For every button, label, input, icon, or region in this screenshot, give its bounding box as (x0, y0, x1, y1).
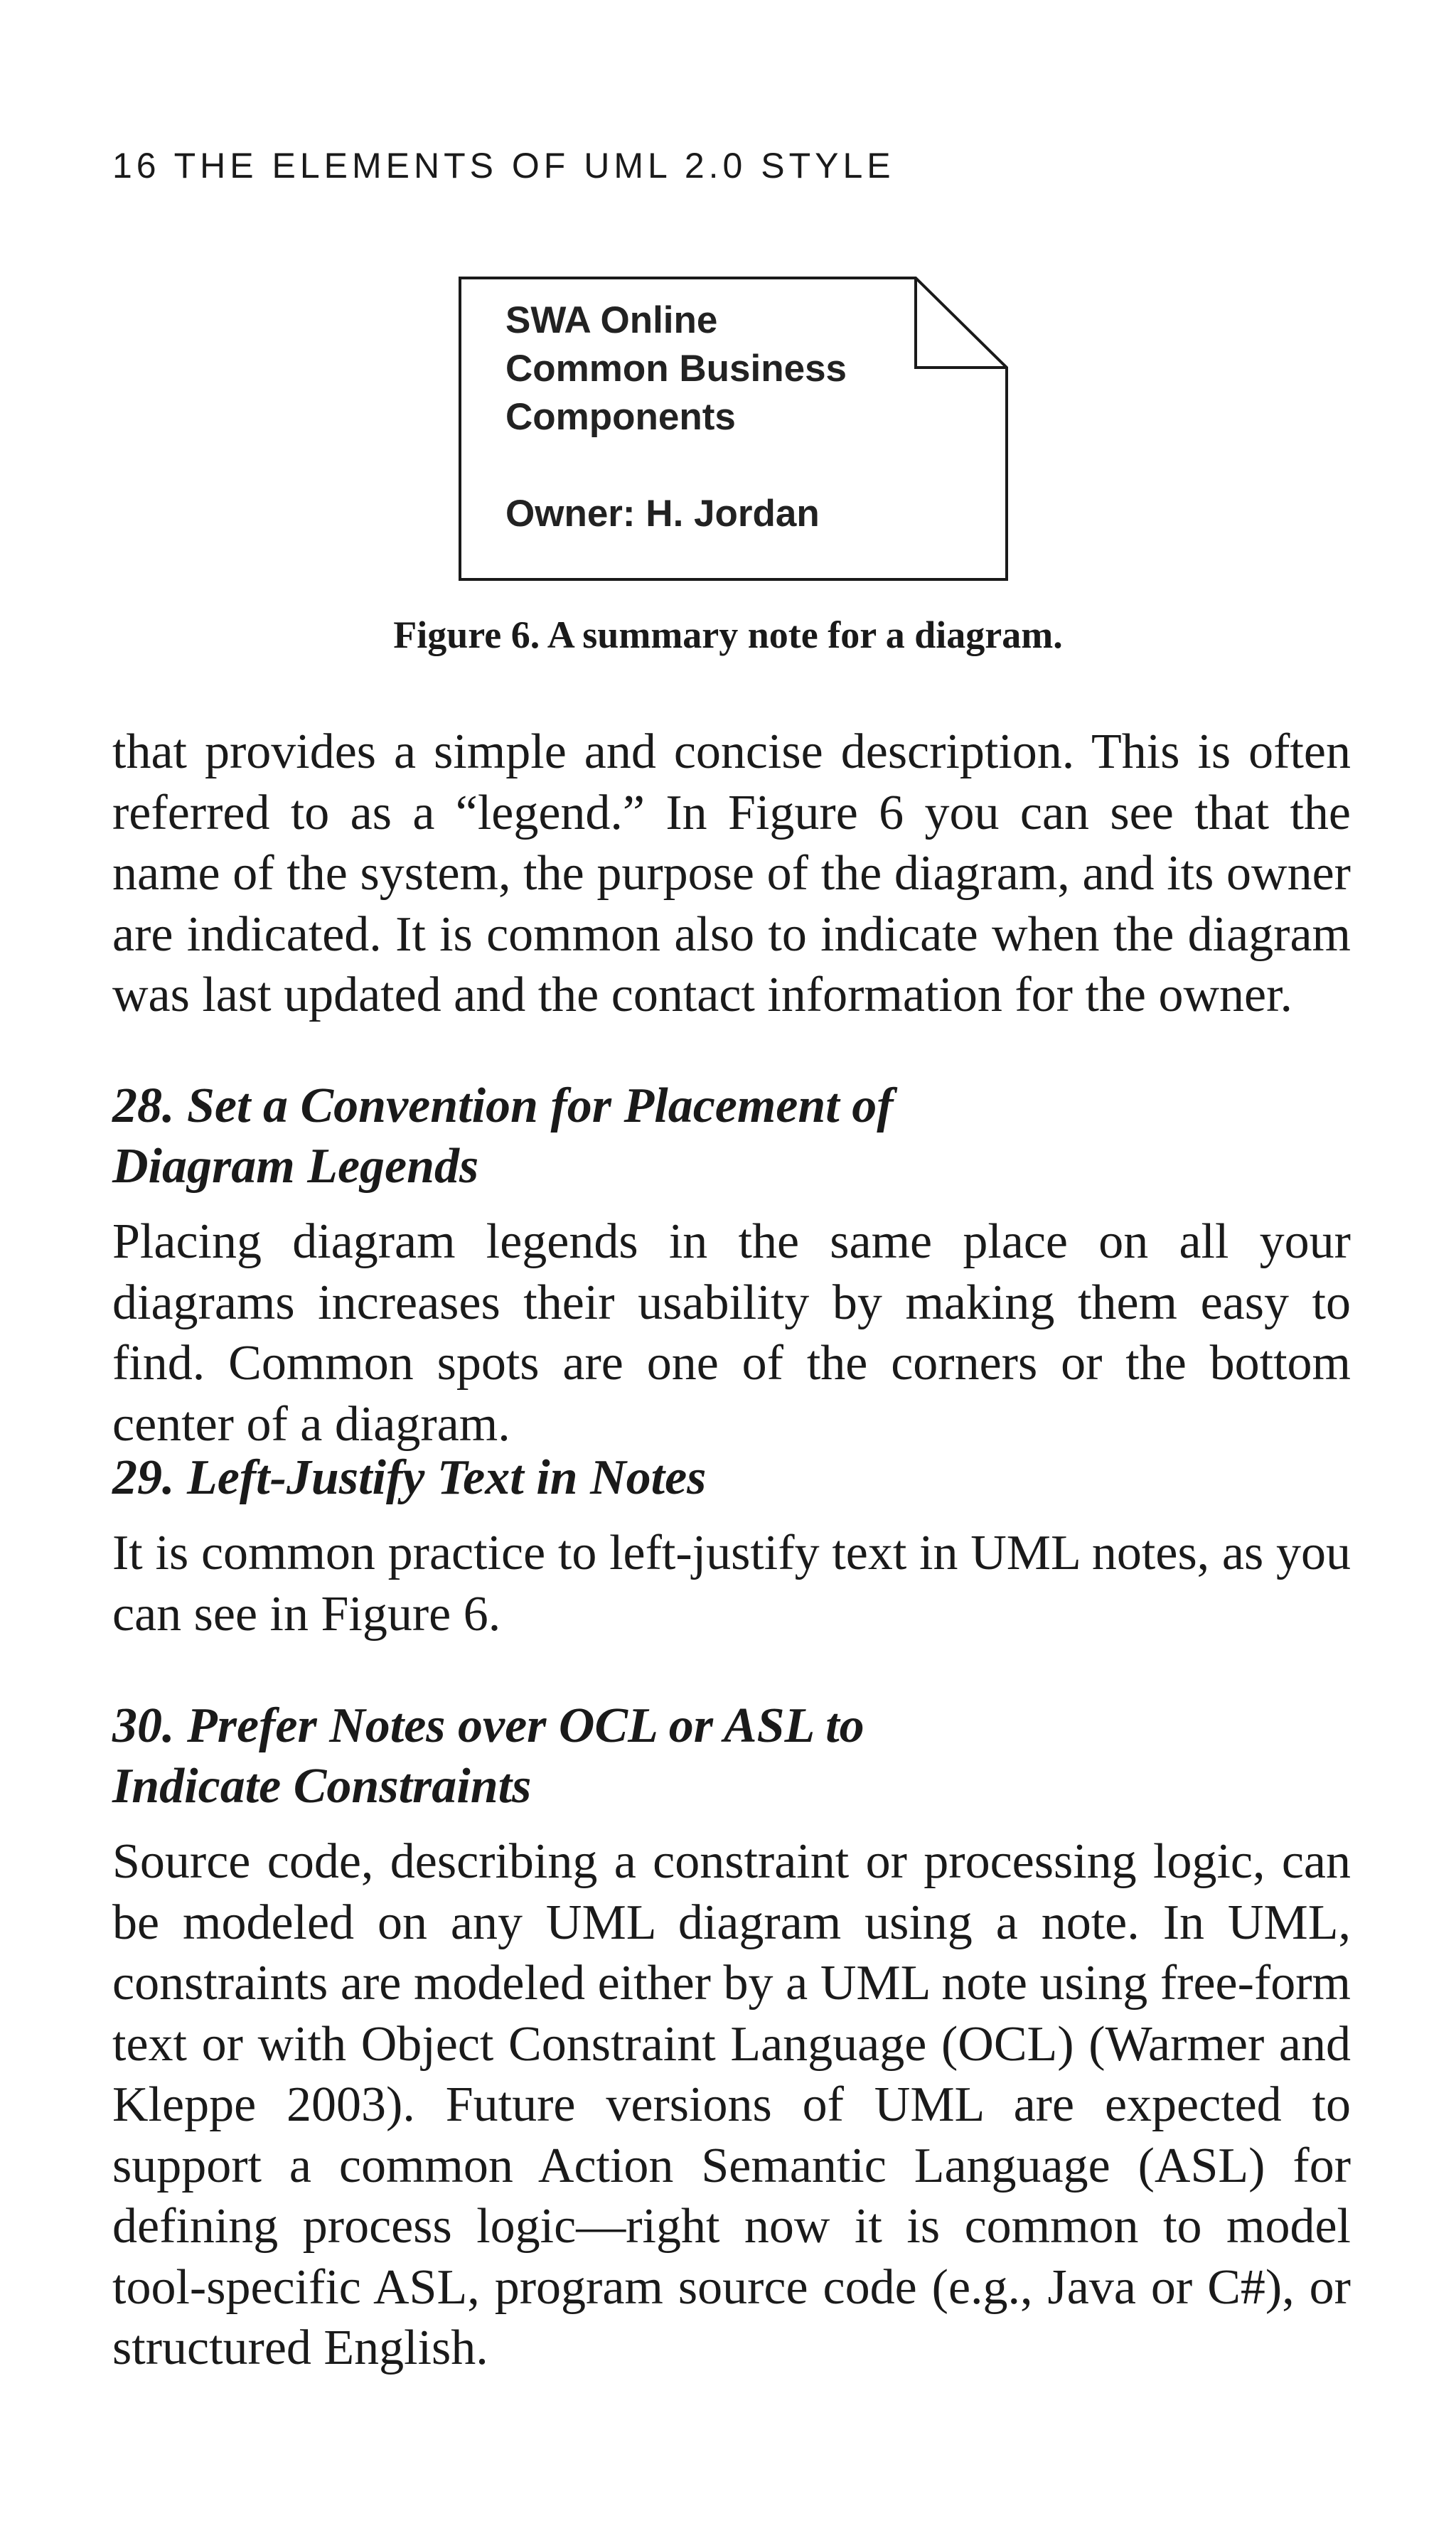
heading-line: 29. Left-Justify Text in Notes (112, 1450, 707, 1505)
note-line: Components (505, 396, 736, 438)
note-line: Common Business (505, 348, 847, 390)
heading-line: Indicate Constraints (112, 1759, 532, 1814)
uml-note-figure (457, 275, 1010, 582)
intro-paragraph: that provides a simple and concise description. This is often referred to as a “legend.” In Figure 6 you can see that the name of the system, the purpose of the diagram, and its owner are indicated. It is common also to indicate when the diagram was last updated and the contact information for the owner. (112, 724, 1351, 1022)
section-body-29: It is common practice to left-justify text in UML notes, as you can see in Figure 6. (112, 1526, 1351, 1642)
running-head: 16 THE ELEMENTS OF UML 2.0 STYLE (112, 146, 895, 186)
heading-line: 28. Set a Convention for Placement of (112, 1078, 894, 1133)
figure-caption: Figure 6. A summary note for a diagram. (393, 614, 1063, 656)
heading-line: Diagram Legends (112, 1139, 479, 1194)
section-body-30: Source code, describing a constraint or processing logic, can be modeled on any UML diagram using a note. In UML, constraints are modeled either by a UML note using free-form text or with Object Constraint Language (OCL) (Warmer and Kleppe 2003). Future versions of UML are expected to support a common Action Semantic Language (ASL) for defining process logic—right now it is common to model tool-specific ASL, program source code (e.g., Java or C#), or structured English. (112, 1834, 1351, 2375)
section-heading-28 (112, 1076, 1351, 1197)
note-text (505, 296, 847, 538)
section-heading-30 (112, 1696, 1351, 1816)
heading-line: 30. Prefer Notes over OCL or ASL to (112, 1698, 864, 1753)
note-line: SWA Online (505, 299, 718, 341)
section-body-28: Placing diagram legends in the same place on all your diagrams increases their usability by making them easy to find. Common spots are one of the corners or the bottom center of a diagram. (112, 1214, 1351, 1452)
section-heading-29 (112, 1447, 1351, 1508)
note-owner: Owner: H. Jordan (505, 493, 820, 535)
